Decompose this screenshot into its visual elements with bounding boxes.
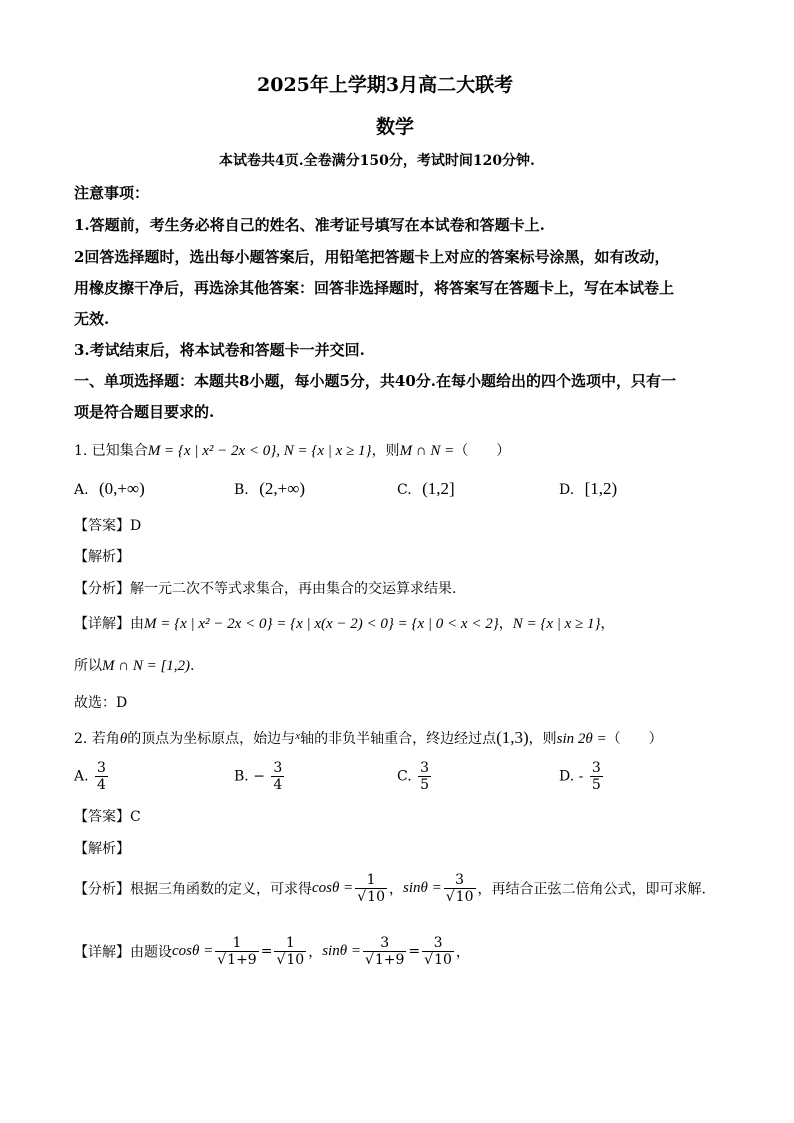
question-2-point: (1,3): [496, 728, 529, 747]
q1-option-b-value: (2,+∞): [259, 479, 305, 498]
q2-fenxi-cos-den: √10: [357, 889, 385, 905]
q2-fenxi-cos-fraction: [355, 872, 387, 905]
q2-fenxi-text-a: 根据三角函数的定义，可求得: [130, 881, 312, 898]
q2-xiangjie-cos: cosθ =: [172, 943, 214, 959]
q2-fenxi-cos-num: 1: [366, 872, 376, 888]
notice-item-1: 1.答题前，考生务必将自己的姓名、准考证号填写在本试卷和答题卡上.: [74, 216, 545, 234]
question-1-sets: M = {x | x² − 2x < 0}, N = {x | x ≥ 1}: [147, 443, 372, 459]
q2-option-a: [74, 760, 110, 793]
q2-option-b-label: B.: [234, 768, 249, 785]
q1-conclusion-prefix: 所以: [74, 658, 102, 674]
q2-answer-value: C: [130, 809, 141, 825]
q2-analysis-tag: 【解析】: [74, 841, 130, 857]
q2-fenxi-sin-den: √10: [445, 889, 474, 905]
section-heading-line-2: 项是符合题目要求的.: [74, 403, 215, 421]
q2-xiangjie: [74, 935, 470, 968]
q1-xiangjie-prefix: 由: [130, 616, 144, 632]
q2-answer: [74, 806, 141, 826]
q1-xiangjie-tag: 【详解】: [74, 616, 130, 632]
question-1: [74, 440, 510, 460]
q1-conclusion-math: M ∩ N = [1,2): [102, 658, 191, 674]
notice-heading: 注意事项：: [74, 184, 150, 202]
notice-item-2-line-1: 2回答选择题时，选出每小题答案后，用铅笔把答题卡上对应的答案标号涂黑，如有改动，: [74, 248, 670, 266]
q2-xiangjie-cos-radicand-1: 1+9: [227, 952, 257, 968]
q1-fenxi-text: 解一元二次不等式求集合，再由集合的交运算求结果.: [130, 581, 457, 597]
q1-option-a-value: (0,+∞): [99, 479, 145, 498]
q2-xiangjie-cos-num-1: 1: [232, 935, 242, 951]
q2-xiangjie-eq-1: =: [260, 943, 273, 960]
q1-fenxi: [74, 578, 456, 598]
q2-xiangjie-sin-den-2: √10: [424, 952, 452, 968]
question-2-x: x: [295, 730, 301, 742]
q2-option-d-num: 3: [591, 760, 601, 776]
q2-xiangjie-cos-radicand-2: 10: [286, 952, 305, 968]
q2-option-a-fraction: [95, 760, 108, 793]
q1-conclusion: [74, 655, 195, 675]
exam-info: 本试卷共4页.全卷满分150分，考试时间120分钟.: [219, 153, 535, 169]
q2-option-d-fraction: [590, 760, 603, 793]
q2-option-c-den: 5: [420, 777, 430, 793]
q2-fenxi-sin: sinθ =: [403, 880, 442, 896]
q2-xiangjie-sin-num-1: 3: [380, 935, 390, 951]
q2-option-d-den: 5: [591, 777, 601, 793]
q2-xiangjie-sin-num-2: 3: [433, 935, 443, 951]
q1-option-b-label: B.: [234, 482, 249, 498]
q2-option-d-label: D.: [559, 768, 575, 785]
question-1-expr: M ∩ N =: [399, 443, 455, 459]
question-2-prefix: 2. 若角: [74, 731, 120, 747]
notice-item-2-line-3: 无效.: [74, 310, 110, 328]
q2-xiangjie-sin-radicand-2: 10: [434, 952, 452, 968]
q2-option-b: [234, 760, 286, 793]
q1-analysis-tag: 【解析】: [74, 549, 130, 565]
q1-final-choice: 故选：D: [74, 695, 128, 711]
q2-xiangjie-cos-num-2: 1: [285, 935, 295, 951]
question-2: [74, 728, 663, 748]
subject-title: 数学: [376, 116, 415, 138]
q2-option-b-fraction: [271, 760, 284, 793]
q2-option-b-sign: −: [253, 768, 265, 785]
q1-xiangjie-sep: ，: [498, 616, 513, 632]
section-heading-line-1: 一、单项选择题：本题共8小题，每小题5分，共40分.在每小题给出的四个选项中，只有一: [74, 372, 676, 390]
q2-xiangjie-sin-fraction-2: [422, 935, 454, 968]
q2-option-d: [559, 760, 605, 793]
question-2-theta: θ: [119, 731, 128, 747]
notice-item-3: 3.考试结束后，将本试卷和答题卡一并交回.: [74, 341, 365, 359]
q2-option-c: [397, 760, 433, 793]
q1-answer-value: D: [130, 518, 142, 534]
q2-answer-tag: 【答案】: [74, 809, 130, 825]
q1-option-c-value: (1,2]: [422, 479, 455, 498]
q2-xiangjie-end: ，: [455, 944, 470, 961]
q2-option-c-fraction: [418, 760, 431, 793]
q1-option-c: [397, 479, 455, 499]
q2-option-a-den: 4: [97, 777, 106, 793]
q2-xiangjie-tag: 【详解】: [74, 944, 130, 961]
q2-fenxi-sin-radicand: 10: [455, 889, 474, 905]
question-1-paren: （ ）: [454, 443, 511, 459]
q2-fenxi-text-b: ，再结合正弦二倍角公式，即可求解.: [477, 881, 706, 898]
q2-option-d-sign: -: [578, 768, 584, 785]
q1-option-a: [74, 479, 145, 499]
q1-option-c-label: C.: [397, 482, 412, 498]
q2-xiangjie-cos-fraction-2: [274, 935, 306, 968]
page-title: 2025年上学期3月高二大联考: [257, 74, 514, 96]
q2-xiangjie-sin-radicand-1: 1+9: [374, 952, 405, 968]
question-2-mid-2: 轴的非负半轴重合，终边经过点: [300, 731, 497, 747]
q2-fenxi-sin-fraction: [444, 872, 476, 905]
q1-option-d: [559, 479, 617, 499]
notice-item-2-line-2: 用橡皮擦干净后，再选涂其他答案：回答非选择题时，将答案写在答题卡上，写在本试卷上: [74, 279, 675, 297]
q2-fenxi-tag: 【分析】: [74, 881, 130, 898]
question-2-paren: （ ）: [606, 731, 663, 747]
q1-option-b: [234, 479, 305, 499]
q2-xiangjie-prefix: 由题设: [130, 944, 172, 961]
q2-fenxi-cos: cosθ =: [312, 880, 354, 896]
q2-option-a-num: 3: [97, 760, 106, 776]
q2-xiangjie-cos-fraction-1: [215, 935, 258, 968]
q1-answer-tag: 【答案】: [74, 518, 130, 534]
q1-fenxi-tag: 【分析】: [74, 581, 130, 597]
q1-xiangjie-math: M = {x | x² − 2x < 0} = {x | x(x − 2) < 0} = {x | 0 < x < 2}: [144, 616, 499, 632]
q2-option-a-label: A.: [74, 768, 89, 785]
q2-xiangjie-eq-2: =: [408, 943, 421, 960]
q2-fenxi: [74, 872, 706, 905]
q2-xiangjie-sin: sinθ =: [322, 943, 361, 959]
q2-xiangjie-cos-den-2: √10: [276, 952, 305, 968]
question-2-mid-3: ，则: [528, 731, 557, 747]
q1-option-d-label: D.: [559, 482, 575, 498]
question-1-mid: ，则: [371, 443, 400, 459]
q2-option-c-num: 3: [420, 760, 430, 776]
q2-option-c-label: C.: [397, 768, 412, 785]
q1-option-d-value: [1,2): [584, 479, 618, 498]
question-2-mid-1: 的顶点为坐标原点，始边与: [127, 731, 296, 747]
q2-option-b-num: 3: [273, 760, 283, 776]
q1-conclusion-end: .: [190, 658, 195, 674]
q2-fenxi-cos-radicand: 10: [367, 889, 385, 905]
q1-option-a-label: A.: [74, 482, 89, 498]
q2-option-b-den: 4: [273, 777, 283, 793]
q1-answer: [74, 515, 141, 535]
q2-xiangjie-sep: ，: [308, 944, 323, 961]
q2-fenxi-sep: ，: [389, 881, 403, 898]
q1-xiangjie-end: ，: [600, 616, 615, 632]
question-2-expr: sin 2θ =: [556, 731, 607, 747]
q1-xiangjie-n: N = {x | x ≥ 1}: [512, 616, 601, 632]
q1-xiangjie: [74, 613, 615, 633]
question-1-prefix: 1. 已知集合: [74, 443, 148, 459]
q2-fenxi-sin-num: 3: [455, 872, 465, 888]
q2-xiangjie-sin-den-1: √1+9: [364, 952, 405, 968]
q2-xiangjie-cos-den-1: √1+9: [217, 952, 257, 968]
q2-xiangjie-sin-fraction-1: [363, 935, 406, 968]
